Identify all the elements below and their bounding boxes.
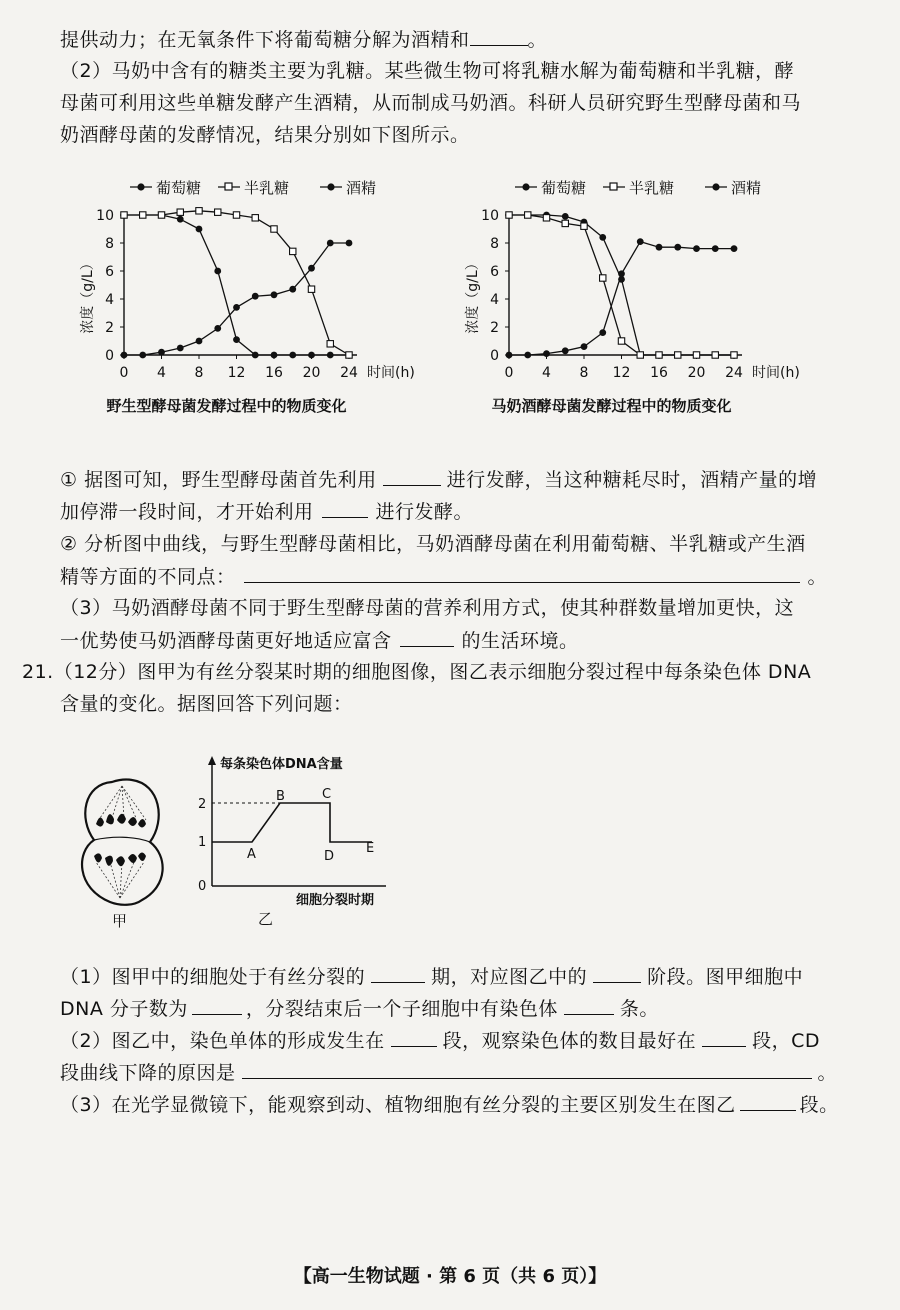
chart1-y-tick-label: 4 [490, 292, 499, 308]
chart0-data-point-2 [177, 345, 184, 352]
figure-label-yi: 乙 [258, 910, 274, 928]
chart0-y-tick-label: 8 [105, 236, 114, 252]
q20-p3-line2: 一优势使马奶酒酵母菌更好地适应富含 的生活环境。 [60, 626, 579, 655]
chart1-x-tick-label: 0 [504, 365, 514, 381]
answer-blank[interactable] [391, 1026, 437, 1047]
q20-sub1-line2: 加停滞一段时间，才开始利用 进行发酵。 [60, 497, 473, 526]
chart1-data-point-1 [712, 352, 718, 358]
chart1-x-tick-label: 20 [687, 365, 706, 381]
chart0-data-point-2 [271, 291, 278, 298]
chart0-legend-marker-0 [137, 183, 144, 190]
chart-kumiss-yeast [455, 165, 825, 435]
answer-blank[interactable] [242, 1058, 812, 1079]
chart1-data-point-1 [543, 215, 549, 221]
chart0-data-point-1 [196, 208, 202, 214]
chart0-chart-title: 野生型酵母菌发酵过程中的物质变化 [106, 397, 347, 415]
chart0-x-tick-label: 24 [340, 365, 358, 381]
chart0-data-point-2 [346, 240, 353, 247]
chart0-y-tick-label: 0 [105, 348, 114, 364]
origin-label: 0 [198, 879, 207, 894]
chart0-data-point-2 [214, 325, 221, 332]
chart0-series-line-0 [124, 215, 349, 355]
chart0-data-point-0 [196, 226, 203, 233]
chart1-y-tick-label: 8 [490, 236, 499, 252]
q20-p2-line2: 母菌可利用这些单糖发酵产生酒精，从而制成马奶酒。科研人员研究野生型酵母菌和马 [60, 92, 802, 114]
y-axis-arrow-icon [208, 756, 216, 765]
chart0-data-point-1 [121, 212, 127, 218]
chart0-data-point-2 [289, 286, 296, 293]
chart1-data-point-1 [637, 352, 643, 358]
chart0-legend-label-0: 葡萄糖 [156, 179, 202, 197]
chart1-chart-title: 马奶酒酵母菌发酵过程中的物质变化 [491, 397, 732, 415]
chart1-data-point-1 [525, 212, 531, 218]
chart0-data-point-2 [196, 338, 203, 345]
chart0-data-point-2 [308, 265, 315, 272]
answer-blank[interactable] [383, 465, 441, 486]
chart0-y-tick-label: 4 [105, 292, 114, 308]
chart1-data-point-2 [524, 352, 531, 359]
chart1-data-point-2 [618, 270, 625, 277]
y-tick-2: 2 [198, 797, 207, 812]
chart1-data-point-1 [731, 352, 737, 358]
chart1-x-tick-label: 24 [725, 365, 743, 381]
chart1-data-point-1 [600, 275, 606, 281]
chart1-data-point-1 [618, 338, 624, 344]
dna-graph-yi [190, 748, 420, 928]
chart0-x-tick-label: 8 [194, 365, 204, 381]
chart0-data-point-1 [271, 226, 277, 232]
chart1-data-point-2 [656, 244, 663, 251]
chart1-x-tick-label: 12 [612, 365, 631, 381]
chart1-legend-label-0: 葡萄糖 [541, 179, 587, 197]
point-b-label: B [276, 789, 285, 804]
point-e-label: E [366, 841, 375, 856]
point-c-label: C [322, 787, 332, 802]
chart1-data-point-1 [562, 220, 568, 226]
answer-blank[interactable] [322, 497, 368, 518]
answer-blank[interactable] [244, 562, 800, 583]
answer-blank[interactable] [400, 626, 454, 647]
chart0-data-point-1 [177, 209, 183, 215]
q21-sub1-line1: （1）图甲中的细胞处于有丝分裂的 期，对应图乙中的 阶段。图甲细胞中 [60, 962, 803, 991]
chart0-data-point-0 [271, 352, 278, 359]
chart1-data-point-1 [693, 352, 699, 358]
chart1-data-point-0 [562, 213, 569, 220]
answer-blank[interactable] [564, 994, 614, 1015]
chart1-legend-marker-1 [610, 183, 617, 190]
chart0-data-point-1 [346, 352, 352, 358]
chart1-data-point-1 [675, 352, 681, 358]
q20-sub2-line2: 精等方面的不同点： 。 [60, 562, 827, 591]
chart1-data-point-2 [543, 350, 550, 357]
chart1-x-tick-label: 4 [542, 365, 551, 381]
chart0-data-point-2 [139, 352, 146, 359]
chart1-legend-label-2: 酒精 [731, 179, 762, 197]
q21-sub1-line2: DNA 分子数为 ，分裂结束后一个子细胞中有染色体 条。 [60, 994, 659, 1023]
answer-blank[interactable] [192, 994, 242, 1015]
chart0-data-point-2 [327, 240, 334, 247]
q20-line0: 提供动力；在无氧条件下将葡萄糖分解为酒精和 。 [60, 25, 547, 54]
q21-stem-line1: 21.（12分）图甲为有丝分裂某时期的细胞图像，图乙表示细胞分裂过程中每条染色体 DNA [22, 661, 812, 683]
chart1-data-point-1 [581, 223, 587, 229]
answer-blank[interactable] [702, 1026, 746, 1047]
y-tick-1: 1 [198, 835, 207, 850]
q21-sub2-line2: 段曲线下降的原因是 。 [60, 1058, 837, 1087]
chart1-data-point-2 [562, 347, 569, 354]
chart1-data-point-2 [506, 352, 513, 359]
chart0-data-point-1 [233, 212, 239, 218]
chart1-data-point-2 [712, 245, 719, 252]
q20-p3-line1: （3）马奶酒酵母菌不同于野生型酵母菌的营养利用方式，使其种群数量增加更快，这 [60, 597, 795, 619]
chart0-data-point-1 [290, 248, 296, 254]
chart1-x-axis-label: 时间(h) [752, 365, 800, 381]
chart0-data-point-0 [177, 216, 184, 223]
chart1-legend-marker-0 [522, 183, 529, 190]
chart1-y-tick-label: 6 [490, 264, 499, 280]
chart1-series-line-1 [509, 215, 734, 355]
page-footer: 【高一生物试题 · 第 6 页（共 6 页）】 [293, 1266, 607, 1287]
chart1-series-line-0 [509, 215, 734, 355]
chart0-data-point-0 [214, 268, 221, 275]
chart0-data-point-1 [327, 341, 333, 347]
chart0-y-axis-label: 浓度（g/L） [80, 256, 96, 334]
chart0-y-tick-label: 2 [105, 320, 114, 336]
chart0-data-point-1 [252, 215, 258, 221]
chart0-legend-marker-2 [327, 183, 334, 190]
answer-blank[interactable] [470, 25, 528, 46]
chart1-data-point-1 [656, 352, 662, 358]
chart0-y-tick-label: 6 [105, 264, 114, 280]
chart0-data-point-2 [158, 349, 165, 356]
chart0-data-point-2 [252, 293, 259, 300]
chart1-data-point-2 [674, 244, 681, 251]
chart0-data-point-0 [233, 336, 240, 343]
q20-sub2-line1: ② 分析图中曲线，与野生型酵母菌相比，马奶酒酵母菌在利用葡萄糖、半乳糖或产生酒 [60, 533, 806, 555]
chart0-x-tick-label: 0 [119, 365, 129, 381]
chart-wild-type [70, 165, 430, 435]
chart1-y-axis-label: 浓度（g/L） [465, 256, 481, 334]
chart0-x-tick-label: 20 [302, 365, 321, 381]
chart0-x-tick-label: 12 [227, 365, 246, 381]
point-a-label: A [247, 847, 256, 862]
x-axis-label: 细胞分裂时期 [296, 893, 375, 908]
spindle-fibers [96, 786, 146, 898]
chart0-data-point-0 [252, 352, 259, 359]
q21-sub3-line1: （3）在光学显微镜下，能观察到动、植物细胞有丝分裂的主要区别发生在图乙 段。 [60, 1090, 839, 1119]
chart1-x-tick-label: 8 [579, 365, 589, 381]
chart1-data-point-2 [637, 238, 644, 245]
chart0-y-tick-label: 10 [96, 208, 114, 224]
chart0-data-point-0 [308, 352, 315, 359]
q20-sub1-line1: ① 据图可知，野生型酵母菌首先利用 进行发酵，当这种糖耗尽时，酒精产量的增 [60, 465, 817, 494]
chart1-y-tick-label: 2 [490, 320, 499, 336]
q20-p2-line1: （2）马奶中含有的糖类主要为乳糖。某些微生物可将乳糖水解为葡萄糖和半乳糖，酵 [60, 60, 795, 82]
chart1-x-tick-label: 16 [650, 365, 668, 381]
chart0-data-point-0 [327, 352, 334, 359]
chart0-legend-label-1: 半乳糖 [244, 179, 290, 197]
chart1-data-point-2 [731, 245, 738, 252]
chart0-x-tick-label: 4 [157, 365, 166, 381]
chart0-data-point-1 [158, 212, 164, 218]
q20-p2-line3: 奶酒酵母菌的发酵情况，结果分别如下图所示。 [60, 124, 470, 146]
chart1-legend-marker-2 [712, 183, 719, 190]
answer-blank[interactable] [740, 1090, 796, 1111]
chart0-legend-marker-1 [225, 183, 232, 190]
chart1-data-point-0 [599, 234, 606, 241]
chart0-data-point-1 [308, 286, 314, 292]
chart1-data-point-2 [599, 329, 606, 336]
chart1-y-tick-label: 0 [490, 348, 499, 364]
dna-content-curve [212, 803, 372, 842]
chart0-legend-label-2: 酒精 [346, 179, 377, 197]
chart0-series-line-1 [124, 211, 349, 355]
q21-stem-line2: 含量的变化。据图回答下列问题： [60, 693, 353, 715]
q21-sub2-line1: （2）图乙中，染色单体的形成发生在 段，观察染色体的数目最好在 段，CD [60, 1026, 820, 1055]
chart0-x-axis-label: 时间(h) [367, 365, 415, 381]
chart0-data-point-0 [289, 352, 296, 359]
chart0-x-tick-label: 16 [265, 365, 283, 381]
figure-label-jia: 甲 [112, 912, 128, 930]
chromosomes [94, 814, 146, 867]
answer-blank[interactable] [593, 962, 641, 983]
answer-blank[interactable] [371, 962, 425, 983]
cell-outline [82, 780, 163, 905]
chart1-legend-label-1: 半乳糖 [629, 179, 675, 197]
chart1-data-point-2 [693, 245, 700, 252]
chart1-data-point-1 [506, 212, 512, 218]
point-d-label: D [324, 849, 335, 864]
chart1-y-tick-label: 10 [481, 208, 499, 224]
cell-figure-jia [72, 770, 172, 930]
chart1-data-point-2 [581, 343, 588, 350]
chart0-data-point-2 [233, 304, 240, 311]
chart0-data-point-1 [140, 212, 146, 218]
y-axis-label: 每条染色体DNA含量 [220, 757, 343, 772]
chart0-data-point-1 [215, 209, 221, 215]
chart0-data-point-2 [121, 352, 128, 359]
